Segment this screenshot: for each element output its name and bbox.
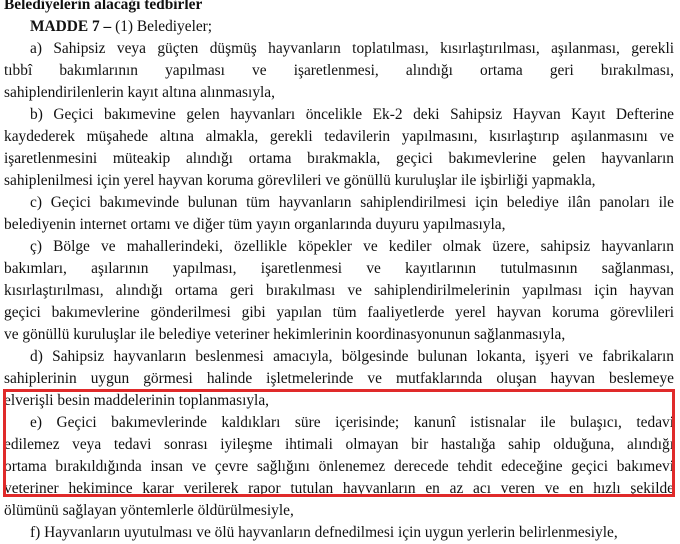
- text-line: geçici bakımevlerine gönderilmesi gibi yapılan tüm faaliyetlerde yerel hayvan koruma görevlileri: [4, 304, 674, 321]
- madde-title: [0, 16, 680, 38]
- text-line: veteriner hekimince karar verilerek rapor tutulan hayvanların en az acı veren ve en hızlı şekilde: [4, 480, 674, 497]
- text-line: sahiplenilmesi için yerel hayvan koruma görevlileri ve gönüllü kuruluşlar ile işbirliği yapmakla,: [4, 172, 596, 189]
- text-line: e) Geçici bakımevlerinde kaldıkları süre içerisinde; kanunî istisnalar ile bulaşıcı, tedavi: [30, 414, 674, 431]
- text-line: sahiplerinin uygun görmesi halinde işletmelerinde ve mutfaklarında oluşan hayvan beslemeye: [4, 370, 674, 387]
- section-heading: [0, 0, 680, 16]
- highlight-annotation-box: [3, 389, 675, 497]
- text-line: ç) Bölge ve mahallerindeki, özellikle köpekler ve kediler olmak üzere, sahipsiz hayvanların: [30, 238, 674, 255]
- text-line: belediyenin internet ortamı ve diğer tüm yayın organlarında duyuru yapılmasıyla,: [4, 216, 506, 233]
- text-line: kaydederek müşahede altına almakla, gerekli tedavilerin yapılmasını, kısırlaştırıp aşılanmasını ve: [4, 128, 674, 145]
- text-line: a) Sahipsiz veya güçten düşmüş hayvanların toplatılması, kısırlaştırılması, aşılanması, gerekli: [30, 40, 674, 57]
- text-line: sahiplendirilenlerin kayıt altına alınmasıyla,: [4, 84, 275, 101]
- text-line: b) Geçici bakımevine gelen hayvanları öncelikle Ek-2 deki Sahipsiz Hayvan Kayıt Defterine: [30, 106, 674, 123]
- text-line: elverişli besin maddelerinin toplanmasıyla,: [4, 392, 269, 409]
- text-line: tıbbî bakımlarının yapılması ve işaretlenmesi, alındığı ortama geri bırakılması,: [4, 62, 674, 79]
- madde-intro: (1) Belediyeler;: [111, 18, 213, 35]
- text-line: ölümünü sağlayan yöntemlerle öldürülmesiyle,: [4, 502, 294, 519]
- heading-text: Belediyelerin alacağı tedbirler: [4, 0, 203, 13]
- text-line: işaretlenmesini müteakip alındığı ortama bırakmakla, geçici bakımevlerine gelen hayvanların: [4, 150, 674, 167]
- text-line: bakımları, aşılarının yapılması, işaretlenmesi ve kayıtlarının tutulmasının sağlanması,: [4, 260, 674, 277]
- text-line: kısırlaştırılması, alındığı ortama geri bırakılması ve sahiplendirilmelerinin yapılması için hayvan: [4, 282, 674, 299]
- text-line: d) Sahipsiz hayvanların beslenmesi amacıyla, bölgesinde bulunan lokanta, işyeri ve fabrikaların: [30, 348, 674, 365]
- text-line: edilemez veya tedavi sonrası iyileşme ihtimali olmayan bir hastalığa sahip olduğuna, alındığı: [4, 436, 674, 453]
- text-line: c) Geçici bakımevinde bulunan tüm hayvanların sahiplendirilmesi için belediye ilân panoları ile: [30, 194, 674, 211]
- text-line: ve gönüllü kuruluşlar ile belediye veteriner hekimlerinin koordinasyonunun sağlanmasıyla,: [4, 326, 566, 343]
- text-line: ortama bırakıldığında insan ve çevre sağlığını önlenemez derecede tehdit edeceğine geçici bakımevi: [4, 458, 674, 475]
- text-line-clipped: f) Hayvanların uyutulması ve ölü hayvanların defnedilmesi için uygun yerlerin belirlenmesiyle,: [30, 524, 618, 541]
- madde-label: MADDE 7 –: [30, 18, 112, 35]
